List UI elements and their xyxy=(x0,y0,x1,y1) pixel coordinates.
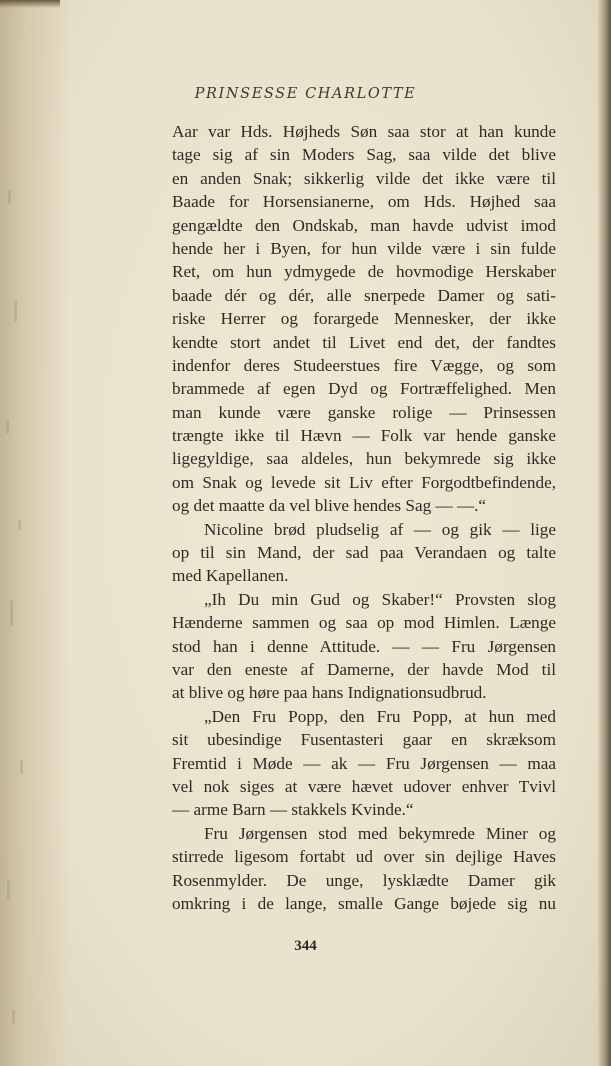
text-line: op til sin Mand, der sad paa Verandaen og talte xyxy=(172,543,556,563)
text-line: omkring i de lange, smalle Gange bøjede sig nu xyxy=(172,893,556,913)
text-line: om Snak og levede sit Liv efter Forgodtbefindende, xyxy=(172,472,556,492)
page-number: 344 xyxy=(294,938,317,954)
text-line: riske Herrer og forargede Mennesker, der ikke xyxy=(172,309,556,329)
text-line: Nicoline brød pludselig af — og gik — lige xyxy=(204,519,556,539)
text-line: — arme Barn — stakkels Kvinde.“ xyxy=(172,800,414,820)
text-line: Hænderne sammen og saa op mod Himlen. Længe xyxy=(172,613,556,633)
text-line: Aar var Hds. Højheds Søn saa stor at han kunde xyxy=(172,122,556,141)
running-head: PRINSESSE CHARLOTTE xyxy=(194,86,417,102)
text-line: stirrede ligesom fortabt ud over sin dejlige Haves xyxy=(172,847,556,867)
page-gutter-shadow xyxy=(0,0,70,1066)
text-line: „Ih Du min Gud og Skaber!“ Provsten slog xyxy=(204,589,556,609)
text-line: Fremtid i Møde — ak — Fru Jørgensen — maa xyxy=(172,753,556,773)
text-line: Baade for Horsensianerne, om Hds. Højhed saa xyxy=(172,192,556,212)
text-line: ligegyldige, saa aldeles, hun bekymrede sig ikke xyxy=(172,449,556,469)
text-line: gengældte den Ondskab, man havde udvist imod xyxy=(172,215,556,235)
text-line: stod han i denne Attitude. — — Fru Jørgensen xyxy=(172,636,556,656)
text-line: trængte ikke til Hævn — Folk var hende ganske xyxy=(172,426,556,446)
page-edge-shadow xyxy=(597,0,611,1066)
text-line: en anden Snak; sikkerlig vilde det ikke være til xyxy=(172,168,556,188)
text-line: vel nok siges at være hævet udover enhver Tvivl xyxy=(172,776,556,796)
text-line: og det maatte da vel blive hendes Sag — —.“ xyxy=(172,496,487,516)
text-line: at blive og høre paa hans Indignationsudbrud. xyxy=(172,683,487,703)
text-line: Ret, om hun ydmygede de hovmodige Herskaber xyxy=(172,262,556,282)
text-line: kendte stort andet til Livet end det, der fandtes xyxy=(172,332,556,352)
text-line: var den eneste af Damerne, der havde Mod til xyxy=(172,659,556,679)
text-line: indenfor deres Studeerstues fire Vægge, og som xyxy=(172,355,556,375)
text-line: Rosenmylder. De unge, lysklædte Damer gik xyxy=(172,870,556,890)
text-line: tage sig af sin Moders Sag, saa vilde det blive xyxy=(172,145,556,165)
text-line: brammede af egen Dyd og Fortræffelighed. Men xyxy=(172,379,556,399)
text-line: med Kapellanen. xyxy=(172,566,289,586)
text-line: Fru Jørgensen stod med bekymrede Miner og xyxy=(204,823,556,843)
text-line: hende her i Byen, for hun vilde være i sin fulde xyxy=(172,238,556,258)
page-corner-shadow xyxy=(0,0,60,8)
text-line: sit ubesindige Fusentasteri gaar en skræksom xyxy=(172,730,556,750)
text-line: „Den Fru Popp, den Fru Popp, at hun med xyxy=(204,706,556,726)
text-line: man kunde være ganske rolige — Prinsessen xyxy=(172,402,556,422)
body-text xyxy=(172,120,556,915)
text-line: baade dér og dér, alle snerpede Damer og sati- xyxy=(172,285,556,305)
